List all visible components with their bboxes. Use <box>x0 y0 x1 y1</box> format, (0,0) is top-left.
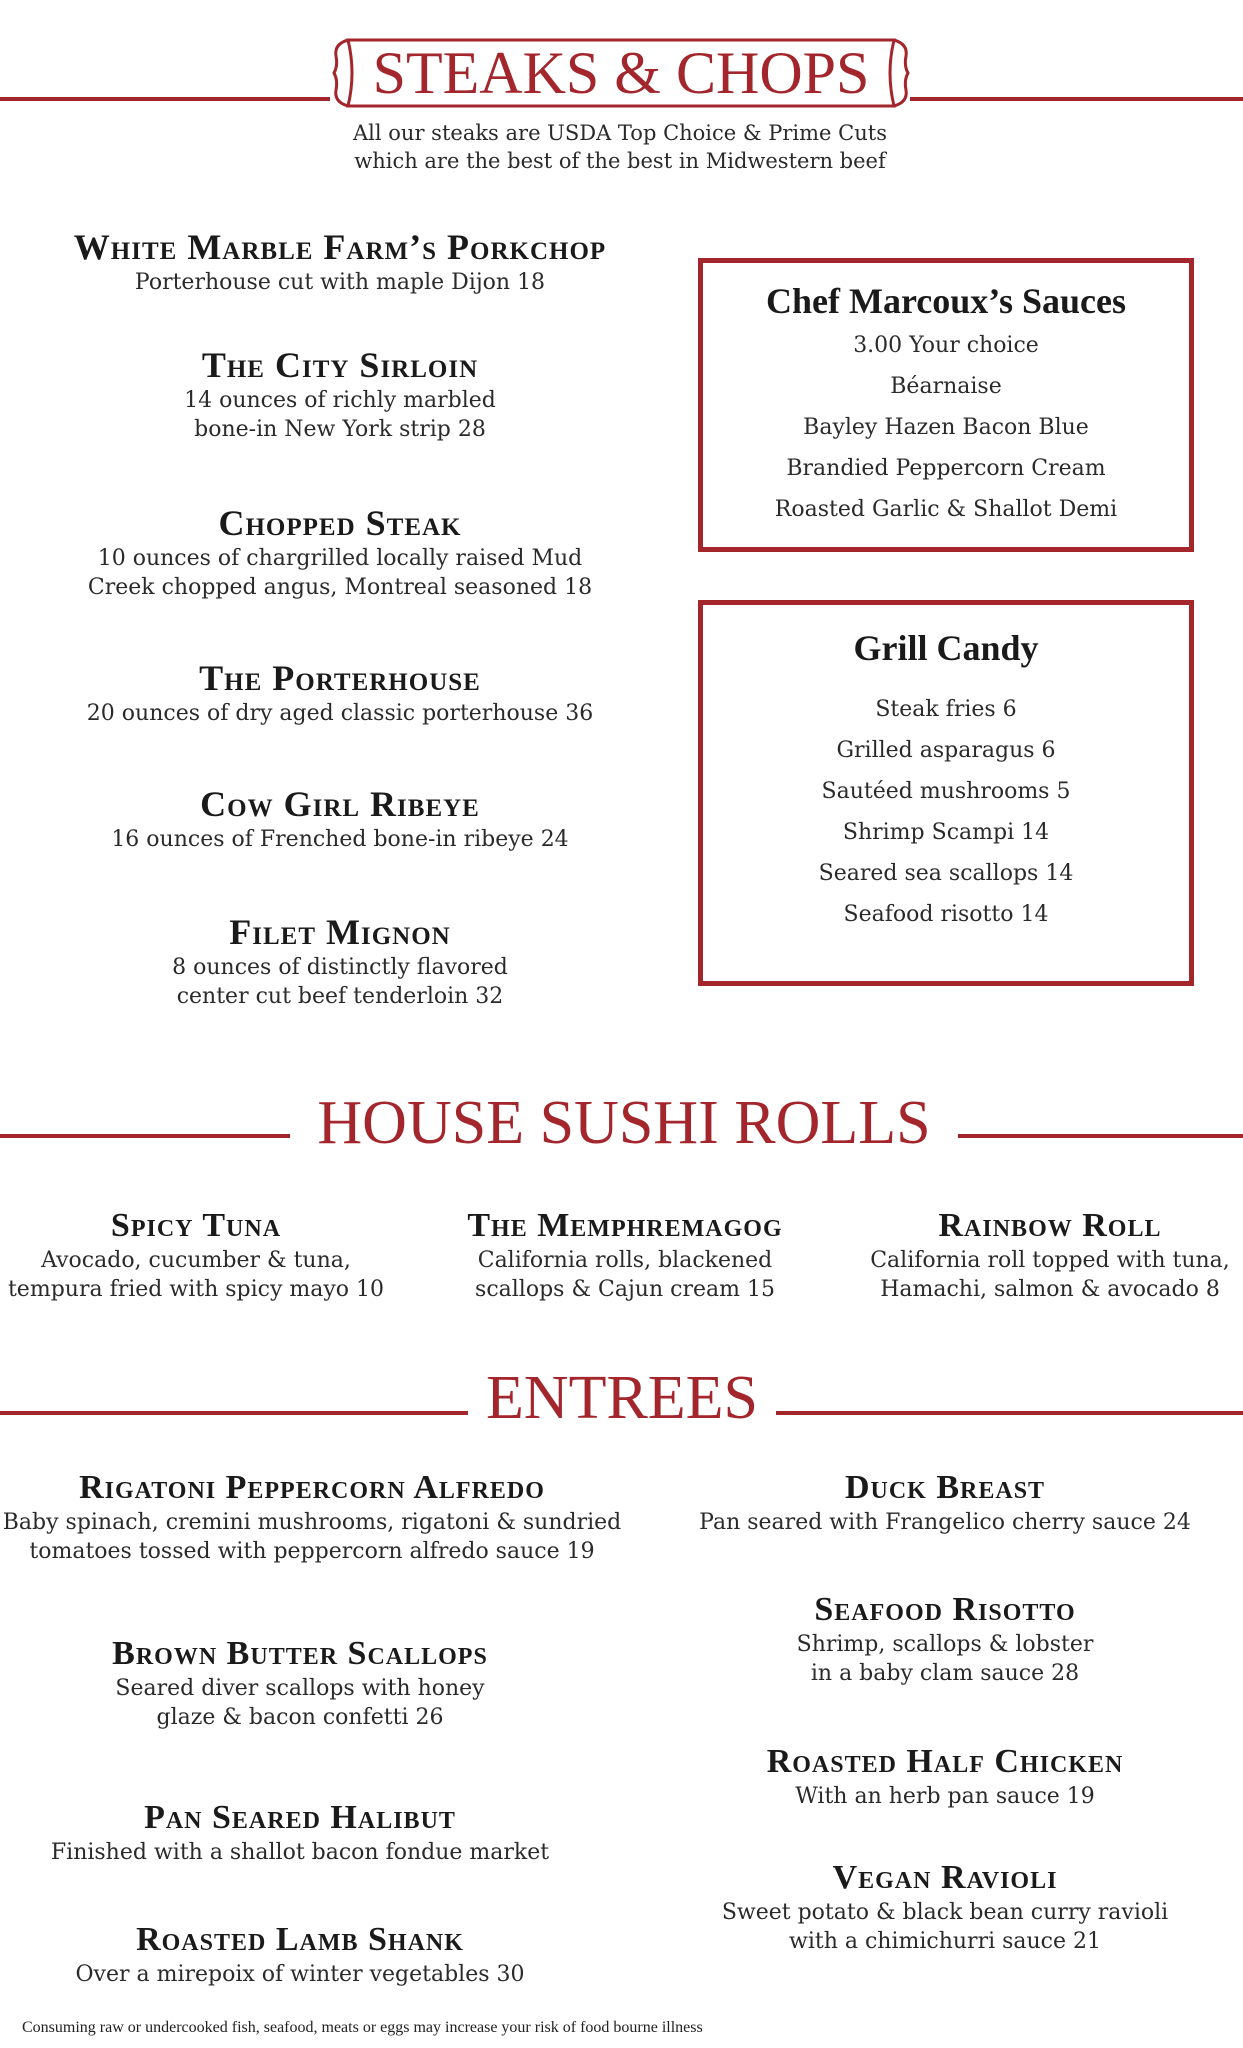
menu-item-brown-butter-scallops <box>20 1634 580 1732</box>
menu-item-pan-seared-halibut <box>20 1798 580 1867</box>
sauce-item: Bayley Hazen Bacon Blue <box>803 415 1089 440</box>
sauce-item: Béarnaise <box>890 374 1002 399</box>
grill-candy-title: Grill Candy <box>853 628 1039 668</box>
item-desc: glaze & bacon confetti 26 <box>156 1705 444 1730</box>
menu-item-vegan-ravioli <box>660 1858 1230 1956</box>
item-desc: in a baby clam sauce 28 <box>810 1661 1080 1686</box>
menu-item-city-sirloin <box>90 344 590 444</box>
item-desc: bone-in New York strip 28 <box>194 417 486 442</box>
grill-candy-box <box>698 600 1194 986</box>
menu-item-porterhouse <box>40 657 640 728</box>
item-name: Roasted Half Chicken <box>766 1743 1124 1780</box>
item-desc: California roll topped with tuna, <box>870 1248 1230 1273</box>
grill-candy-item: Grilled asparagus 6 <box>836 738 1056 763</box>
grill-candy-item: Seared sea scallops 14 <box>818 861 1074 886</box>
item-name: Rainbow Roll <box>938 1207 1162 1244</box>
menu-item-seafood-risotto <box>660 1590 1230 1688</box>
menu-item-cow-girl-ribeye <box>40 783 640 854</box>
item-name: Seafood Risotto <box>814 1591 1076 1628</box>
menu-item-roasted-lamb-shank <box>20 1920 580 1989</box>
item-name: Pan Seared Halibut <box>144 1799 456 1836</box>
item-name: Vegan Ravioli <box>832 1859 1058 1896</box>
item-name: Chopped Steak <box>218 503 462 543</box>
item-desc: With an herb pan sauce 19 <box>795 1784 1095 1809</box>
item-desc: 20 ounces of dry aged classic porterhouse 36 <box>86 701 594 726</box>
item-desc: Pan seared with Frangelico cherry sauce 24 <box>699 1510 1191 1535</box>
grill-candy-item: Seafood risotto 14 <box>843 902 1049 927</box>
item-name: The Memphremagog <box>467 1207 783 1244</box>
item-desc: scallops & Cajun cream 15 <box>475 1277 775 1302</box>
grill-candy-item: Steak fries 6 <box>875 697 1017 722</box>
item-desc: California rolls, blackened <box>477 1248 773 1273</box>
steaks-intro <box>300 119 940 175</box>
menu-item-chopped-steak <box>40 502 640 602</box>
item-desc: 14 ounces of richly marbled <box>184 388 496 413</box>
item-desc: center cut beef tenderloin 32 <box>176 984 504 1009</box>
sushi-rule-left <box>0 1134 290 1138</box>
item-name: Duck Breast <box>844 1469 1046 1506</box>
item-name: Rigatoni Peppercorn Alfredo <box>79 1469 545 1506</box>
sushi-rule-right <box>958 1134 1243 1138</box>
item-desc: tomatoes tossed with peppercorn alfredo sauce 19 <box>29 1539 595 1564</box>
sauces-list <box>703 325 1189 530</box>
menu-item-filet-mignon <box>90 911 590 1011</box>
menu-item-rigatoni <box>0 1468 624 1566</box>
item-desc: Seared diver scallops with honey <box>115 1676 485 1701</box>
sauces-title: Chef Marcoux’s Sauces <box>766 281 1126 321</box>
item-desc: Baby spinach, cremini mushrooms, rigatoni & sundried <box>2 1510 622 1535</box>
item-desc: 8 ounces of distinctly flavored <box>172 955 508 980</box>
steaks-heading: STEAKS & CHOPS <box>372 40 870 106</box>
grill-candy-list <box>703 689 1189 935</box>
item-desc: Avocado, cucumber & tuna, <box>41 1248 351 1273</box>
item-name: Filet Mignon <box>229 912 451 952</box>
menu-item-duck-breast <box>660 1468 1230 1537</box>
steaks-rule-right <box>910 97 1243 101</box>
menu-item-memphremagog <box>420 1206 830 1304</box>
item-name: Roasted Lamb Shank <box>136 1921 464 1958</box>
sauce-item: Brandied Peppercorn Cream <box>786 456 1106 481</box>
grill-candy-item: Sautéed mushrooms 5 <box>821 779 1071 804</box>
menu-item-spicy-tuna <box>0 1206 392 1304</box>
food-safety-notice: Consuming raw or undercooked fish, seafood, meats or eggs may increase your risk of food bourne illness <box>22 2019 703 2036</box>
steaks-rule-left <box>0 97 330 101</box>
item-desc: Finished with a shallot bacon fondue market <box>50 1840 550 1865</box>
item-desc: Over a mirepoix of winter vegetables 30 <box>75 1962 525 1987</box>
sauce-item: Roasted Garlic & Shallot Demi <box>774 497 1118 522</box>
sauce-item: 3.00 Your choice <box>853 333 1039 358</box>
item-desc: Hamachi, salmon & avocado 8 <box>880 1277 1220 1302</box>
intro-line: All our steaks are USDA Top Choice & Prime Cuts <box>353 121 887 145</box>
item-desc: 16 ounces of Frenched bone-in ribeye 24 <box>111 827 569 852</box>
sushi-heading: HOUSE SUSHI ROLLS <box>317 1089 931 1157</box>
item-desc: Creek chopped angus, Montreal seasoned 18 <box>87 575 593 600</box>
item-desc: tempura fried with spicy mayo 10 <box>7 1277 385 1302</box>
item-desc: Shrimp, scallops & lobster <box>796 1632 1094 1657</box>
entrees-heading: ENTREES <box>485 1364 759 1432</box>
grill-candy-item: Shrimp Scampi 14 <box>842 820 1050 845</box>
item-name: Brown Butter Scallops <box>112 1635 488 1672</box>
entrees-rule-left <box>0 1411 468 1415</box>
menu-item-porkchop <box>10 226 670 297</box>
menu-item-rainbow-roll <box>862 1206 1238 1304</box>
menu-item-roasted-half-chicken <box>660 1742 1230 1811</box>
item-name: The Porterhouse <box>199 658 481 698</box>
item-name: Cow Girl Ribeye <box>200 784 480 824</box>
item-name: White Marble Farm’s Porkchop <box>73 227 607 267</box>
intro-line: which are the best of the best in Midwestern beef <box>354 149 886 173</box>
item-desc: Porterhouse cut with maple Dijon 18 <box>134 270 546 295</box>
item-desc: Sweet potato & black bean curry ravioli <box>721 1900 1169 1925</box>
item-desc: 10 ounces of chargrilled locally raised Mud <box>97 546 583 571</box>
item-name: The City Sirloin <box>201 345 479 385</box>
item-desc: with a chimichurri sauce 21 <box>788 1929 1102 1954</box>
sauces-box <box>698 258 1194 552</box>
item-name: Spicy Tuna <box>110 1207 282 1244</box>
entrees-rule-right <box>776 1411 1243 1415</box>
